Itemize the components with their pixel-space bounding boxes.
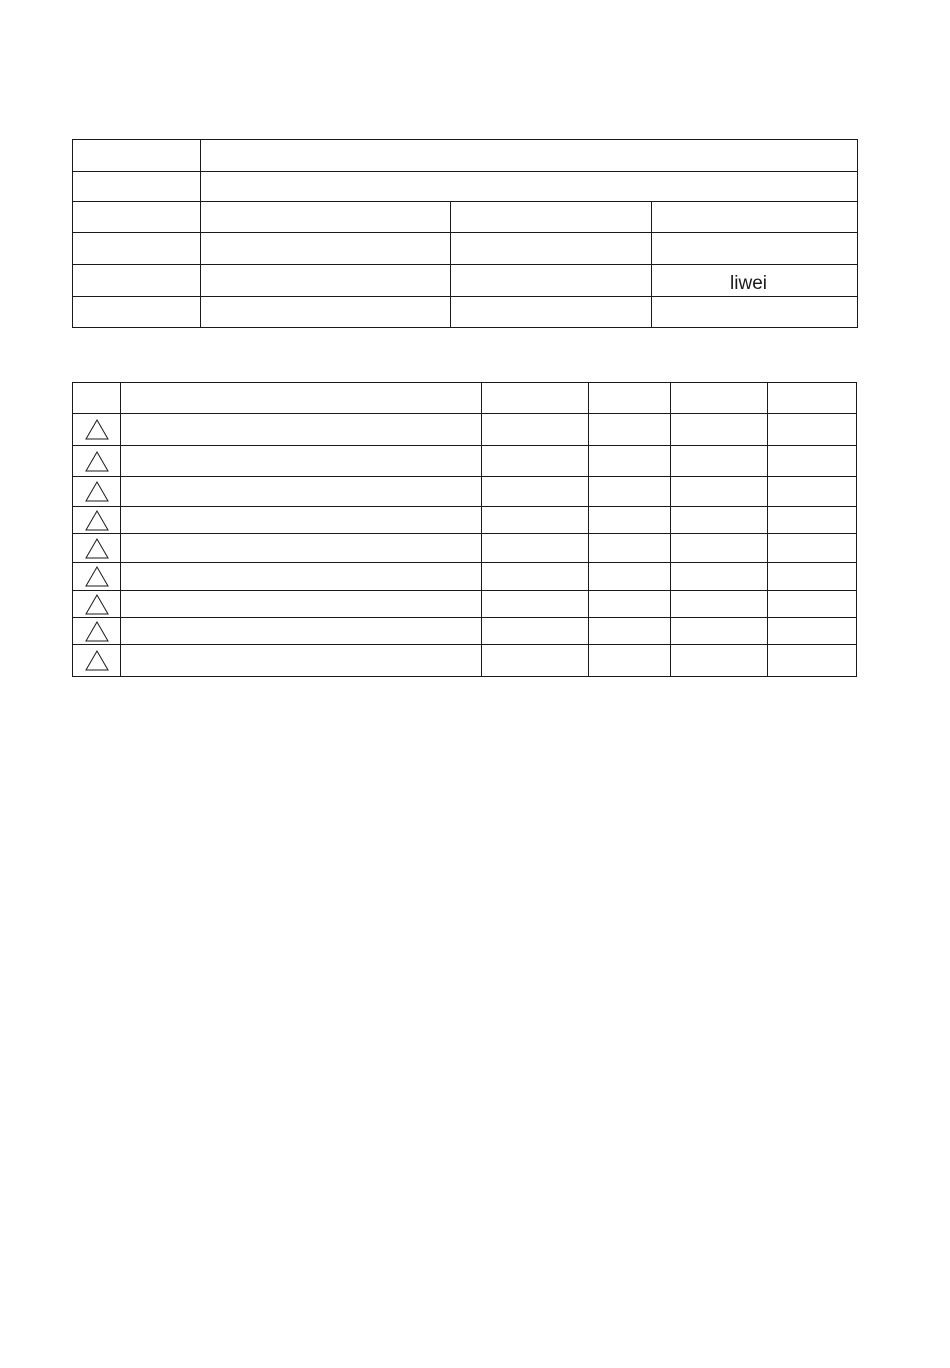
revision-row xyxy=(73,414,857,446)
triangle-icon xyxy=(85,451,109,472)
info-cell xyxy=(73,233,201,265)
triangle-icon xyxy=(85,538,109,559)
revision-cell xyxy=(768,477,857,507)
revision-cell xyxy=(671,591,768,618)
revision-cell xyxy=(482,645,589,677)
info-cell xyxy=(201,297,451,328)
revision-cell xyxy=(671,534,768,563)
info-cell xyxy=(201,233,451,265)
revision-row xyxy=(73,534,857,563)
revision-cell xyxy=(121,563,482,591)
info-cell xyxy=(73,202,201,233)
revision-cell xyxy=(121,618,482,645)
revision-row xyxy=(73,507,857,534)
triangle-icon xyxy=(85,594,109,615)
revision-row xyxy=(73,591,857,618)
info-cell xyxy=(451,202,652,233)
info-row xyxy=(73,297,858,328)
triangle-icon xyxy=(85,650,109,671)
info-cell xyxy=(652,233,858,265)
info-cell xyxy=(201,172,858,202)
revision-marker-cell xyxy=(73,446,121,477)
revision-cell xyxy=(768,591,857,618)
header-cell xyxy=(121,383,482,414)
info-row xyxy=(73,140,858,172)
revision-cell xyxy=(589,534,671,563)
revision-cell xyxy=(671,477,768,507)
revision-table-body xyxy=(73,414,857,677)
info-row xyxy=(73,265,858,297)
revision-cell xyxy=(671,563,768,591)
revision-cell xyxy=(121,591,482,618)
revision-cell xyxy=(671,507,768,534)
info-cell xyxy=(201,265,451,297)
header-cell xyxy=(73,383,121,414)
info-row xyxy=(73,172,858,202)
revision-cell xyxy=(121,446,482,477)
revision-cell xyxy=(671,414,768,446)
info-cell xyxy=(201,140,858,172)
revision-cell xyxy=(589,591,671,618)
revision-cell xyxy=(768,618,857,645)
revision-cell xyxy=(482,563,589,591)
revision-cell xyxy=(482,534,589,563)
revision-marker-cell xyxy=(73,534,121,563)
revision-cell xyxy=(121,414,482,446)
info-cell xyxy=(73,297,201,328)
revision-marker-cell xyxy=(73,563,121,591)
info-cell xyxy=(73,172,201,202)
revision-marker-cell xyxy=(73,414,121,446)
revision-header-row xyxy=(73,383,857,414)
revision-row xyxy=(73,477,857,507)
revision-row xyxy=(73,446,857,477)
info-cell xyxy=(652,202,858,233)
revision-cell xyxy=(589,477,671,507)
revision-marker-cell xyxy=(73,618,121,645)
revision-cell xyxy=(768,645,857,677)
revision-cell xyxy=(671,446,768,477)
triangle-icon xyxy=(85,621,109,642)
revision-cell xyxy=(768,563,857,591)
revision-cell xyxy=(121,477,482,507)
revision-marker-cell xyxy=(73,591,121,618)
header-cell xyxy=(482,383,589,414)
revision-cell xyxy=(671,645,768,677)
header-cell xyxy=(671,383,768,414)
triangle-icon xyxy=(85,419,109,440)
revision-cell xyxy=(121,534,482,563)
revision-row xyxy=(73,645,857,677)
info-cell xyxy=(73,140,201,172)
revision-cell xyxy=(589,446,671,477)
revision-cell xyxy=(121,507,482,534)
revision-cell xyxy=(768,446,857,477)
revision-cell xyxy=(768,414,857,446)
info-cell xyxy=(73,265,201,297)
revision-cell xyxy=(482,618,589,645)
revision-cell xyxy=(589,563,671,591)
revision-table xyxy=(72,382,857,677)
triangle-icon xyxy=(85,566,109,587)
revision-cell xyxy=(589,645,671,677)
revision-cell xyxy=(482,477,589,507)
header-cell xyxy=(768,383,857,414)
revision-cell xyxy=(482,414,589,446)
info-cell xyxy=(451,297,652,328)
revision-cell xyxy=(121,645,482,677)
revision-row xyxy=(73,563,857,591)
info-table xyxy=(72,139,858,328)
info-cell xyxy=(451,265,652,297)
revision-cell xyxy=(768,534,857,563)
info-cell xyxy=(652,297,858,328)
revision-marker-cell xyxy=(73,645,121,677)
revision-cell xyxy=(768,507,857,534)
revision-cell xyxy=(589,618,671,645)
revision-marker-cell xyxy=(73,507,121,534)
info-cell xyxy=(451,233,652,265)
signer-name: liwei xyxy=(652,265,858,297)
info-row xyxy=(73,233,858,265)
info-row xyxy=(73,202,858,233)
revision-cell xyxy=(482,591,589,618)
triangle-icon xyxy=(85,510,109,531)
revision-marker-cell xyxy=(73,477,121,507)
revision-cell xyxy=(589,507,671,534)
revision-cell xyxy=(671,618,768,645)
triangle-icon xyxy=(85,481,109,502)
info-cell xyxy=(201,202,451,233)
revision-cell xyxy=(482,446,589,477)
revision-row xyxy=(73,618,857,645)
revision-cell xyxy=(482,507,589,534)
revision-cell xyxy=(589,414,671,446)
header-cell xyxy=(589,383,671,414)
